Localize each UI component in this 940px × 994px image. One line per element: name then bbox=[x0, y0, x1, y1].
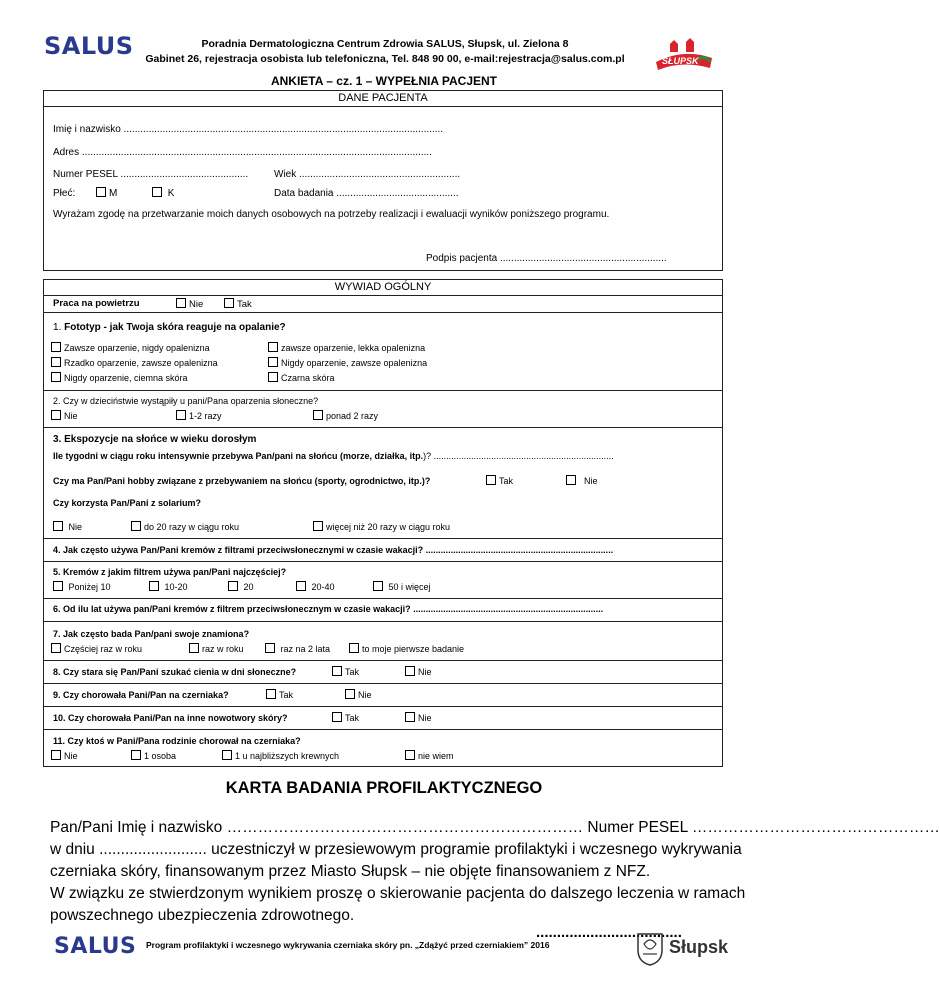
q11-option[interactable]: 1 osoba bbox=[131, 750, 176, 761]
checkbox-icon[interactable] bbox=[51, 372, 61, 382]
footer-city-logo: Słupsk bbox=[669, 937, 729, 957]
q5-option[interactable]: 10-20 bbox=[149, 581, 188, 592]
q11-option[interactable]: nie wiem bbox=[405, 750, 454, 761]
checkbox-icon[interactable] bbox=[224, 298, 234, 308]
checkbox-icon[interactable] bbox=[268, 372, 278, 382]
checkbox-icon[interactable] bbox=[405, 750, 415, 760]
checkbox-icon[interactable] bbox=[349, 643, 359, 653]
salus-logo: SALUS bbox=[44, 32, 134, 60]
q10-no-option[interactable]: Nie bbox=[405, 712, 432, 723]
q3b-yes-option[interactable]: Tak bbox=[486, 475, 513, 486]
checkbox-icon[interactable] bbox=[222, 750, 232, 760]
q2-option[interactable]: 1-2 razy bbox=[176, 410, 222, 421]
q3b-no-option[interactable]: Nie bbox=[566, 475, 598, 486]
checkbox-icon[interactable] bbox=[51, 357, 61, 367]
checkbox-icon[interactable] bbox=[131, 750, 141, 760]
checkbox-icon[interactable] bbox=[152, 187, 162, 197]
q10-yes-option[interactable]: Tak bbox=[332, 712, 359, 723]
card-line-1[interactable]: Pan/Pani Imię i nazwisko …………………………………………………………… Numer PESEL ………………………………………… bbox=[50, 819, 940, 836]
header-line-1: Poradnia Dermatologiczna Centrum Zdrowia SALUS, Słupsk, ul. Zielona 8 bbox=[201, 38, 569, 50]
q11-heading: 11. Czy ktoś w Pani/Pana rodzinie chorował na czerniaka? bbox=[53, 736, 301, 746]
checkbox-icon[interactable] bbox=[313, 521, 323, 531]
checkbox-icon[interactable] bbox=[228, 581, 238, 591]
q6-question[interactable]: 6. Od ilu lat używa pan/Pani kremów z filtrem przeciwsłonecznym w czasie wakacji? ............................................................................ bbox=[53, 604, 604, 614]
checkbox-icon[interactable] bbox=[51, 342, 61, 352]
card-line-5: powszechnego ubezpieczenia zdrowotnego. bbox=[50, 907, 355, 924]
checkbox-icon[interactable] bbox=[566, 475, 576, 485]
outdoor-no-option[interactable]: Nie bbox=[176, 298, 203, 310]
q4-question[interactable]: 4. Jak często używa Pan/Pani kremów z filtrami przeciwsłonecznymi w czasie wakacji? ........................................................................... bbox=[53, 545, 614, 555]
card-line-3: czerniaka skóry, finansowanym przez Miasto Słupsk – nie objęte finansowaniem z NFZ. bbox=[50, 863, 651, 880]
checkbox-icon[interactable] bbox=[176, 410, 186, 420]
card-signature-line[interactable]: ................................... bbox=[536, 924, 682, 941]
q1-option[interactable]: Zawsze oparzenie, nigdy opalenizna bbox=[51, 342, 210, 353]
checkbox-icon[interactable] bbox=[405, 666, 415, 676]
q1-option[interactable]: Nigdy oparzenie, ciemna skóra bbox=[51, 372, 188, 383]
q11-option[interactable]: Nie bbox=[51, 750, 78, 761]
q3c-option[interactable]: Nie bbox=[53, 521, 82, 532]
q7-heading: 7. Jak często bada Pan/pani swoje znamiona? bbox=[53, 629, 250, 639]
q7-option[interactable]: raz w roku bbox=[189, 643, 244, 654]
q8-no-option[interactable]: Nie bbox=[405, 666, 432, 677]
card-title: KARTA BADANIA PROFILAKTYCZNEGO bbox=[225, 779, 543, 797]
q1-option[interactable]: zawsze oparzenie, lekka opalenizna bbox=[268, 342, 425, 353]
q1-heading: 1. Fototyp - jak Twoja skóra reaguje na opalanie? bbox=[53, 322, 286, 333]
outdoor-yes-option[interactable]: Tak bbox=[224, 298, 252, 310]
checkbox-icon[interactable] bbox=[189, 643, 199, 653]
name-field[interactable]: Imię i nazwisko ................................................................................................................... bbox=[53, 124, 444, 135]
checkbox-icon[interactable] bbox=[53, 521, 63, 531]
checkbox-icon[interactable] bbox=[265, 643, 275, 653]
q5-option[interactable]: Poniżej 10 bbox=[53, 581, 111, 592]
checkbox-icon[interactable] bbox=[51, 643, 61, 653]
q3c-option[interactable]: więcej niż 20 razy w ciągu roku bbox=[313, 521, 450, 532]
footer-program-text: Program profilaktyki i wczesnego wykrywania czerniaka skóry pn. „Zdążyć przed czerniakiem” 2016 bbox=[146, 940, 550, 950]
q9-no-option[interactable]: Nie bbox=[345, 689, 372, 700]
sex-label: Płeć: bbox=[53, 188, 76, 199]
q10-question: 10. Czy chorowała Pani/Pan na inne nowotwory skóry? bbox=[53, 713, 288, 723]
checkbox-icon[interactable] bbox=[405, 712, 415, 722]
q2-heading: 2. Czy w dzieciństwie wystąpiły u pani/Pana oparzenia słoneczne? bbox=[53, 396, 319, 406]
q1-option[interactable]: Czarna skóra bbox=[268, 372, 335, 383]
checkbox-icon[interactable] bbox=[149, 581, 159, 591]
patient-data-box bbox=[43, 90, 723, 271]
q9-yes-option[interactable]: Tak bbox=[266, 689, 293, 700]
checkbox-icon[interactable] bbox=[268, 357, 278, 367]
q2-option[interactable]: ponad 2 razy bbox=[313, 410, 378, 421]
q7-option[interactable]: to moje pierwsze badanie bbox=[349, 643, 464, 654]
patient-section-title: DANE PACJENTA bbox=[338, 92, 428, 104]
checkbox-icon[interactable] bbox=[266, 689, 276, 699]
card-line-2[interactable]: w dniu ......................... uczestniczył w przesiewowym programie profilaktyki i wczesnego wykrywania bbox=[50, 841, 742, 858]
q3b-question: Czy ma Pan/Pani hobby związane z przebywaniem na słońcu (sporty, ogrodnictwo, itp.)? bbox=[53, 476, 431, 486]
pesel-field[interactable]: Numer PESEL .............................................. bbox=[53, 169, 249, 180]
exam-date-field[interactable]: Data badania ............................................ bbox=[274, 188, 459, 199]
interview-section-title: WYWIAD OGÓLNY bbox=[334, 281, 432, 293]
address-field[interactable]: Adres .............................................................................................................................. bbox=[53, 147, 432, 158]
form-title: ANKIETA – cz. 1 – WYPEŁNIA PACJENT bbox=[270, 74, 498, 88]
header-line-2: Gabinet 26, rejestracja osobista lub telefoniczna, Tel. 848 90 00, e-mail:rejestracja@salus.com.pl bbox=[145, 53, 625, 65]
checkbox-icon[interactable] bbox=[96, 187, 106, 197]
checkbox-icon[interactable] bbox=[345, 689, 355, 699]
q8-question: 8. Czy stara się Pan/Pani szukać cienia w dni słoneczne? bbox=[53, 667, 297, 677]
card-line-4: W związku ze stwierdzonym wynikiem proszę o skierowanie pacjenta do dalszego leczenia w ramach bbox=[50, 885, 746, 902]
checkbox-icon[interactable] bbox=[373, 581, 383, 591]
q5-option[interactable]: 50 i więcej bbox=[373, 581, 431, 592]
slupsk-logo bbox=[652, 38, 716, 72]
checkbox-icon[interactable] bbox=[176, 298, 186, 308]
checkbox-icon[interactable] bbox=[313, 410, 323, 420]
age-field[interactable]: Wiek .......................................................... bbox=[274, 169, 461, 180]
q5-heading: 5. Kremów z jakim filtrem używa pan/Pani najczęściej? bbox=[53, 567, 287, 577]
q9-question: 9. Czy chorowała Pani/Pan na czerniaka? bbox=[53, 690, 229, 700]
checkbox-icon[interactable] bbox=[51, 410, 61, 420]
checkbox-icon[interactable] bbox=[268, 342, 278, 352]
checkbox-icon[interactable] bbox=[51, 750, 61, 760]
q3c-question: Czy korzysta Pan/Pani z solarium? bbox=[53, 498, 202, 508]
q5-option[interactable]: 20 bbox=[228, 581, 254, 592]
checkbox-icon[interactable] bbox=[332, 712, 342, 722]
q7-option[interactable]: raz na 2 lata bbox=[265, 643, 330, 654]
patient-signature[interactable]: Podpis pacjenta ............................................................ bbox=[426, 253, 667, 264]
sex-k-option[interactable]: K bbox=[152, 187, 174, 199]
q3a-question[interactable]: Ile tygodni w ciągu roku intensywnie przebywa Pan/pani na słońcu (morze, działka, itp.)? ........................................................................ bbox=[53, 451, 614, 461]
checkbox-icon[interactable] bbox=[486, 475, 496, 485]
outdoor-work-label: Praca na powietrzu bbox=[53, 298, 140, 309]
checkbox-icon[interactable] bbox=[131, 521, 141, 531]
slupsk-coat-of-arms-icon bbox=[636, 932, 664, 966]
sex-m-option[interactable]: M bbox=[96, 187, 117, 199]
q1-option[interactable]: Nigdy oparzenie, zawsze opalenizna bbox=[268, 357, 427, 368]
q5-option[interactable]: 20-40 bbox=[296, 581, 335, 592]
q1-option[interactable]: Rzadko oparzenie, zawsze opalenizna bbox=[51, 357, 218, 368]
q3c-option[interactable]: do 20 razy w ciągu roku bbox=[131, 521, 239, 532]
q7-option[interactable]: Częściej raz w roku bbox=[51, 643, 142, 654]
slupsk-logo-text: SŁUPSK bbox=[662, 56, 699, 66]
checkbox-icon[interactable] bbox=[53, 581, 63, 591]
consent-text: Wyrażam zgodę na przetwarzanie moich danych osobowych na potrzeby realizacji i ewaluacji wyników poniższego programu. bbox=[53, 209, 610, 220]
q8-yes-option[interactable]: Tak bbox=[332, 666, 359, 677]
q3-heading: 3. Ekspozycje na słońce w wieku dorosłym bbox=[53, 434, 257, 445]
footer-salus-logo: SALUS bbox=[54, 934, 137, 959]
checkbox-icon[interactable] bbox=[296, 581, 306, 591]
q2-option[interactable]: Nie bbox=[51, 410, 78, 421]
q11-option[interactable]: 1 u najbliższych krewnych bbox=[222, 750, 339, 761]
checkbox-icon[interactable] bbox=[332, 666, 342, 676]
